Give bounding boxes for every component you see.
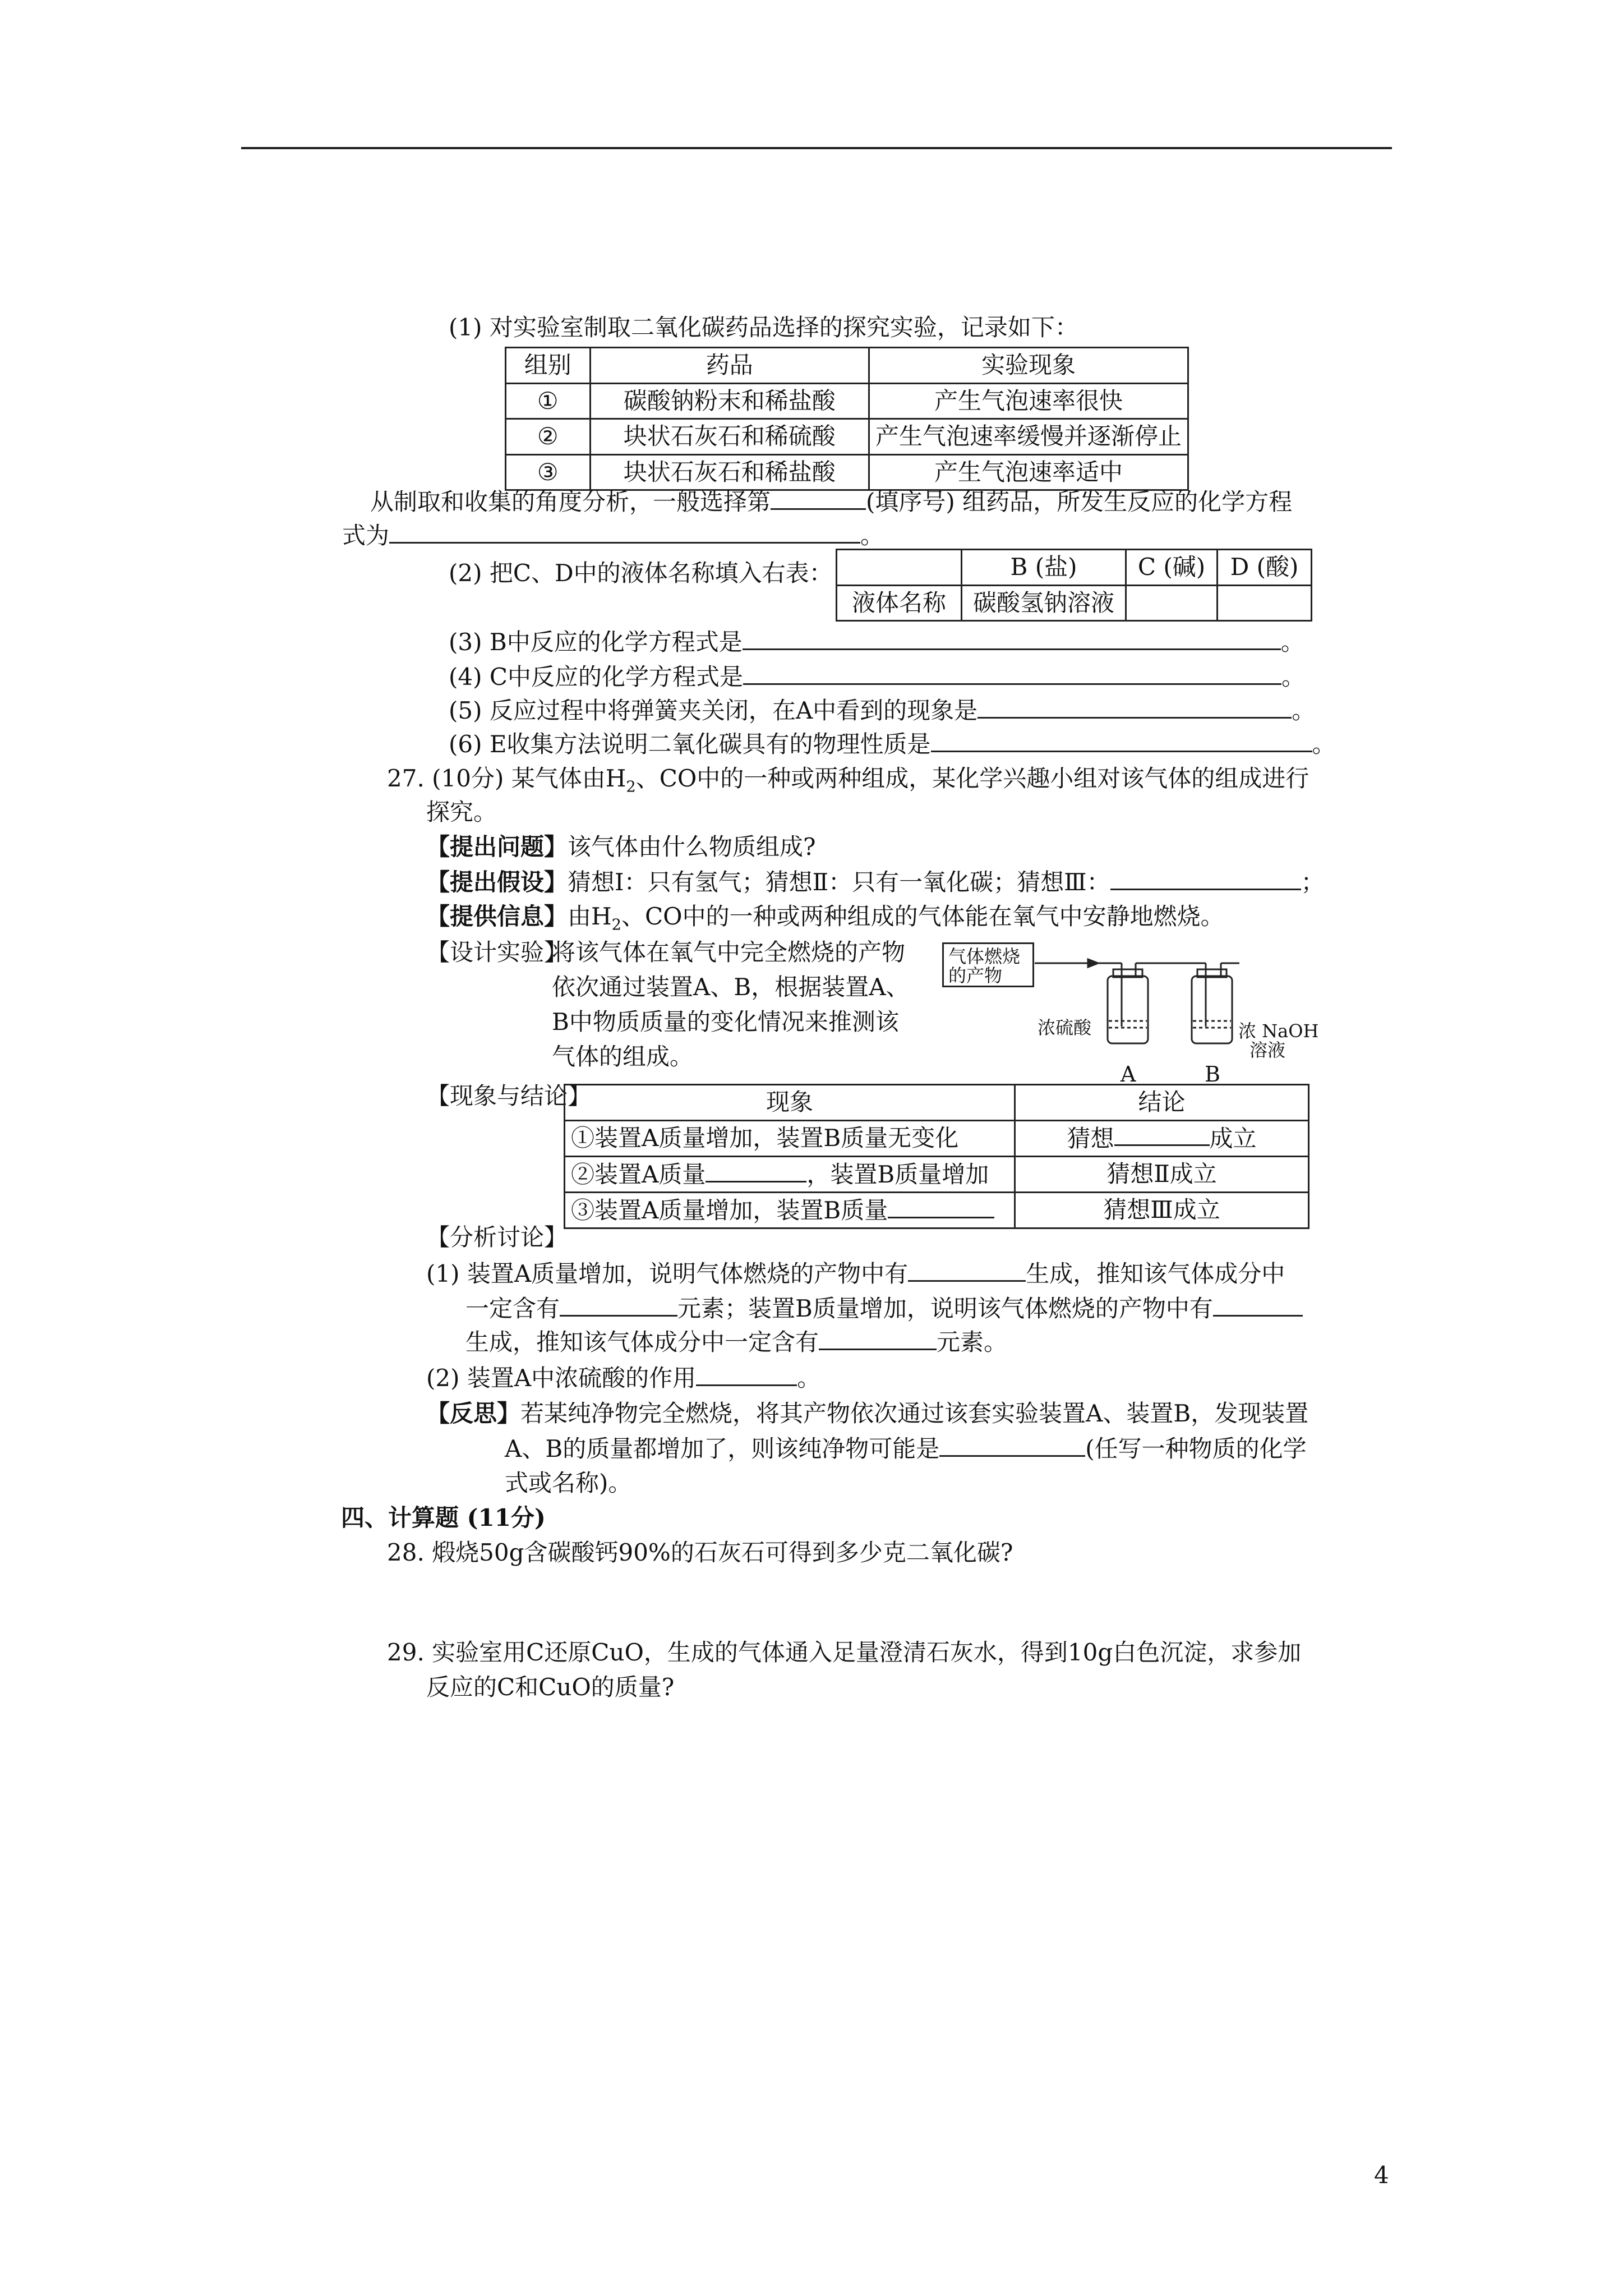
q27-reflection-line2 [505,1434,1307,1464]
table-header: 实验现象 [869,348,1188,384]
q27-hypothesis [426,867,1325,897]
table-row [565,1085,1309,1121]
text: 。 [1312,730,1336,758]
answer-blank[interactable] [978,696,1292,719]
table-header: D (酸) [1218,550,1312,586]
answer-blank[interactable] [888,1195,994,1218]
table-cell: 猜想Ⅱ成立 [1015,1156,1309,1192]
text: (填序号) 组药品，所发生反应的化学方程 [866,487,1293,516]
text: 、CO中的一种或两种组成的气体能在氧气中安静地燃烧。 [621,903,1224,930]
table-row [565,1156,1309,1192]
page-number: 4 [1374,2161,1389,2189]
table-cell: ② [506,419,591,455]
text: (5) 反应过程中将弹簧夹关闭，在A中看到的现象是 [449,696,978,724]
table-cell: 猜想Ⅲ成立 [1015,1193,1309,1228]
answer-blank[interactable] [696,1363,797,1386]
answer-blank[interactable] [743,627,1281,650]
text: ②装置A质量 [571,1160,706,1188]
answer-blank[interactable] [1213,1294,1303,1317]
answer-blank[interactable] [939,1434,1085,1457]
q27-design-line: B中物质质量的变化情况来推测该 [552,1008,899,1036]
text: 。 [1281,662,1305,691]
q27-discussion-2 [426,1363,820,1393]
table-header: 药品 [590,348,869,384]
q27-reflection [426,1399,1308,1429]
table-row [837,550,1312,586]
header-rule [241,147,1392,149]
q27-discussion-label: 【分析讨论】 [426,1223,568,1251]
text: 。 [860,521,884,549]
table-row [506,348,1188,384]
text: ③装置A质量增加，装置B质量 [571,1196,888,1224]
reagent-table [505,347,1189,491]
table-cell: 产生气泡速率适中 [869,454,1188,490]
text: (1) 装置A质量增加，说明气体燃烧的产物中有 [426,1259,909,1287]
q27-design-line: 依次通过装置A、B，根据装置A、 [552,973,910,1001]
text: ； [1301,868,1325,896]
q27-info [426,902,1224,935]
table-cell [565,1156,1015,1192]
device-label-b: B [1205,1062,1220,1087]
table-cell: 碳酸钠粉末和稀盐酸 [590,383,869,419]
q27-design-line: 将该气体在氧气中完全燃烧的产物 [552,938,906,966]
liquid-name-table [836,549,1312,622]
q26-analysis-line2 [342,521,884,550]
answer-blank[interactable] [743,662,1281,685]
text: (2) 装置A中浓硫酸的作用 [426,1364,697,1392]
q29-line2: 反应的C和CuO的质量? [426,1673,675,1701]
table-cell: ① [506,383,591,419]
section-label: 【提出问题】 [426,833,568,861]
table-header: C (碱) [1126,550,1218,586]
reagent-label-a: 浓硫酸 [1038,1017,1092,1038]
text: 猜想Ⅰ：只有氢气；猜想Ⅱ：只有一氧化碳；猜想Ⅲ： [568,868,1110,896]
section-label: 【提供信息】 [426,903,568,930]
observation-table [564,1084,1310,1229]
q27-observation-label: 【现象与结论】 [426,1082,592,1110]
table-row [565,1120,1309,1156]
answer-blank[interactable] [819,1327,937,1350]
device-label-a: A [1121,1062,1136,1087]
table-cell: 块状石灰石和稀盐酸 [590,454,869,490]
text: 元素。 [937,1328,1008,1356]
q26-part5 [449,696,1315,725]
text: 由H [568,903,612,930]
text: (4) C中反应的化学方程式是 [449,662,743,691]
text: 若某纯净物完全燃烧，将其产物依次通过该套实验装置A、装置B，发现装置 [520,1400,1309,1427]
table-cell [1015,1120,1309,1156]
answer-blank[interactable] [560,1294,677,1317]
table-row [506,454,1188,490]
q27-intro-line2: 探究。 [426,798,497,826]
text: 、CO中的一种或两种组成，某化学兴趣小组对该气体的组成进行 [635,765,1310,792]
table-cell [565,1193,1015,1228]
answer-blank[interactable] [1114,1124,1210,1147]
q27-intro [387,764,1309,797]
q27-discussion-1-line3 [465,1327,1007,1357]
text: 。 [797,1364,821,1392]
table-cell: 产生气泡速率缓慢并逐渐停止 [869,419,1188,455]
table-cell: ③ [506,454,591,490]
q27-discussion-1-line2 [465,1294,1303,1323]
text: 生成，推知该气体成分中 [1026,1259,1285,1287]
table-row [506,383,1188,419]
table-cell: 块状石灰石和稀硫酸 [590,419,869,455]
q27-design-line: 气体的组成。 [552,1043,694,1070]
apparatus-figure [942,942,1324,1094]
table-header: 现象 [565,1085,1015,1121]
text: 。 [1280,628,1304,656]
answer-blank[interactable] [931,729,1312,752]
q26-part3 [449,627,1304,657]
answer-blank[interactable] [771,487,866,510]
text: 27. (10分) 某气体由H [387,765,626,792]
table-cell: ①装置A质量增加，装置B质量无变化 [565,1120,1015,1156]
q26-part4 [449,662,1305,692]
table-header: 组别 [506,348,591,384]
section-label: 【提出假设】 [426,868,568,896]
text: 。 [1292,696,1316,724]
table-cell: 产生气泡速率很快 [869,383,1188,419]
text: 式为 [342,521,390,549]
q27-design-label: 【设计实验】 [426,938,568,966]
table-cell-answer[interactable] [1218,585,1312,621]
answer-blank[interactable] [908,1259,1026,1282]
answer-blank[interactable] [706,1159,806,1182]
table-cell: 液体名称 [837,585,962,621]
q28: 28. 煅烧50g含碳酸钙90%的石灰石可得到多少克二氧化碳? [387,1539,1013,1566]
answer-blank[interactable] [389,521,860,544]
table-row [506,419,1188,455]
q27-discussion-1 [426,1259,1285,1289]
answer-blank[interactable] [1110,867,1301,890]
text: 一定含有 [465,1294,560,1322]
q26-analysis-line1 [370,487,1292,517]
table-header [837,550,962,586]
reagent-label-b: 浓 NaOH [1238,1020,1319,1042]
text: ，装置B质量增加 [806,1160,989,1188]
q27-reflection-line3: 式或名称)。 [505,1469,632,1497]
text: 从制取和收集的角度分析，一般选择第 [370,487,771,516]
text: 猜想 [1067,1124,1114,1152]
text: (6) E收集方法说明二氧化碳具有的物理性质是 [449,730,931,758]
q26-part2: (2) 把C、D中的液体名称填入右表： [449,559,833,587]
label: 气体燃烧 [948,946,1021,967]
text: 成立 [1209,1124,1257,1152]
label: 的产物 [948,965,1003,986]
text: 该气体由什么物质组成? [568,833,816,861]
subscript: 2 [611,916,622,934]
text: 生成，推知该气体成分中一定含有 [465,1328,819,1356]
q26-part6 [449,729,1336,759]
section-label: 【反思】 [426,1400,521,1427]
text: (任写一种物质的化学 [1085,1434,1307,1462]
q26-part1-intro: (1) 对实验室制取二氧化碳药品选择的探究实验，记录如下： [449,314,1078,341]
table-row [837,585,1312,621]
table-row [565,1193,1309,1228]
q27-ask [426,832,816,862]
q29: 29. 实验室用C还原CuO，生成的气体通入足量澄清石灰水，得到10g白色沉淀，求参加 [387,1639,1302,1666]
text: 元素；装置B质量增加，说明该气体燃烧的产物中有 [677,1294,1213,1322]
table-header: 结论 [1015,1085,1309,1121]
reagent-label-b-line2: 溶液 [1249,1039,1286,1061]
text: (3) B中反应的化学方程式是 [449,628,743,656]
table-cell: 碳酸氢钠溶液 [962,585,1126,621]
subscript: 2 [626,778,636,796]
section-title-calculation: 四、计算题 (11分) [341,1504,546,1531]
table-header: B (盐) [962,550,1126,586]
table-cell-answer[interactable] [1126,585,1218,621]
text: A、B的质量都增加了，则该纯净物可能是 [505,1434,940,1462]
